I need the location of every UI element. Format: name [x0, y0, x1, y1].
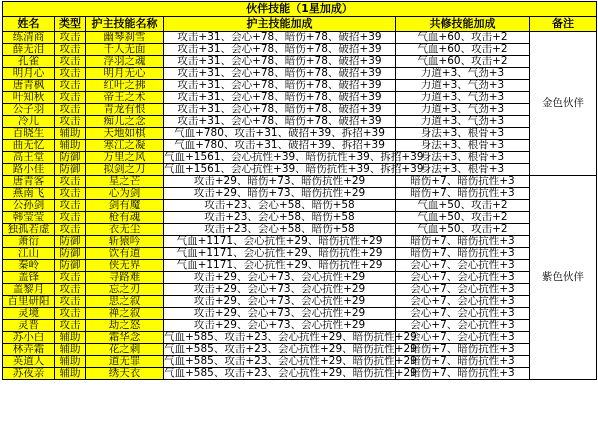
co-cultivation-bonus-cell: 暗伤+7、暗伤抗性+3 — [396, 368, 530, 380]
guard-skill-name-cell: 痴儿之念 — [86, 116, 164, 128]
table-row — [3, 200, 597, 212]
guard-skill-bonus-cell: 攻击+23、会心+58、暗伤+58 — [164, 224, 396, 236]
guard-skill-bonus-cell: 攻击+31、会心+78、暗伤+78、破招+39 — [164, 68, 396, 80]
companion-type-cell: 攻击 — [55, 56, 86, 68]
header-row — [3, 17, 597, 32]
companion-type-cell: 防御 — [55, 164, 86, 176]
title-row — [3, 2, 597, 17]
companion-type-cell: 辅助 — [55, 344, 86, 356]
companion-type-cell: 攻击 — [55, 212, 86, 224]
table-row — [3, 176, 597, 188]
co-cultivation-bonus-cell: 暗伤+7、暗伤抗性+3 — [396, 236, 530, 248]
companion-type-cell: 攻击 — [55, 176, 86, 188]
table-row — [3, 212, 597, 224]
companion-type-cell: 辅助 — [55, 368, 86, 380]
table-row — [3, 104, 597, 116]
companion-name-cell: 明月心 — [3, 68, 55, 80]
companion-type-cell: 攻击 — [55, 32, 86, 44]
companion-type-cell: 攻击 — [55, 308, 86, 320]
guard-skill-name-cell: 青龙有恨 — [86, 104, 164, 116]
table-row — [3, 308, 597, 320]
companion-name-cell: 冷儿 — [3, 116, 55, 128]
header-name: 姓名 — [3, 17, 55, 32]
co-cultivation-bonus-cell: 暗伤+7、暗伤抗性+3 — [396, 176, 530, 188]
guard-skill-bonus-cell: 攻击+31、会心+78、暗伤+78、破招+39 — [164, 80, 396, 92]
companion-name-cell: 薛无泪 — [3, 44, 55, 56]
companion-name-cell: 苏夜亲 — [3, 368, 55, 380]
co-cultivation-bonus-cell: 力道+3、气劲+3 — [396, 104, 530, 116]
table-row — [3, 344, 597, 356]
guard-skill-bonus-cell: 气血+1171、会心抗性+29、暗伤抗性+29 — [164, 248, 396, 260]
companion-type-cell: 攻击 — [55, 224, 86, 236]
table-row — [3, 68, 597, 80]
table-row — [3, 224, 597, 236]
companion-type-cell: 攻击 — [55, 284, 86, 296]
table-row — [3, 128, 597, 140]
table-row — [3, 152, 597, 164]
guard-skill-name-cell: 浮羽之魂 — [86, 56, 164, 68]
guard-skill-bonus-cell: 气血+1561、会心抗性+39、暗伤抗性+39、拆招+39 — [164, 151, 424, 163]
co-cultivation-bonus-cell: 气血+60、攻击+2 — [396, 32, 530, 44]
companion-name-cell: 灵境 — [3, 308, 55, 320]
guard-skill-bonus-cell: 攻击+29、暗伤+73、暗伤抗性+29 — [164, 188, 396, 200]
companion-type-cell: 防御 — [55, 152, 86, 164]
table-row — [3, 284, 597, 296]
companion-type-cell: 攻击 — [55, 296, 86, 308]
guard-skill-bonus-cell: 气血+585、攻击+23、会心抗性+29、暗伤抗性+29 — [164, 355, 417, 367]
co-cultivation-bonus-cell: 会心+7、会心抗性+3 — [396, 296, 530, 308]
table-row — [3, 56, 597, 68]
co-cultivation-bonus-cell: 身法+3、根骨+3 — [396, 164, 530, 176]
companion-name-cell: 萧衍 — [3, 236, 55, 248]
guard-skill-name-cell: 忘之刃 — [86, 284, 164, 296]
guard-skill-name-cell: 花之刺 — [86, 344, 164, 356]
companion-name-cell: 叶知秋 — [3, 92, 55, 104]
header-guard-skill-bonus: 护主技能加成 — [164, 17, 396, 32]
companion-type-cell: 辅助 — [55, 356, 86, 368]
companion-skill-table — [2, 1, 597, 380]
companion-type-cell: 辅助 — [55, 128, 86, 140]
guard-skill-bonus-cell: 气血+585、攻击+23、会心抗性+29、暗伤抗性+29 — [164, 331, 417, 343]
companion-type-cell: 攻击 — [55, 200, 86, 212]
table-row — [3, 320, 597, 332]
guard-skill-name-cell: 寒江之凝 — [86, 140, 164, 152]
guard-skill-bonus-cell: 攻击+29、暗伤+73、暗伤抗性+29 — [164, 176, 396, 188]
table-row — [3, 260, 597, 272]
companion-name-cell: 燕南飞 — [3, 188, 55, 200]
companion-name-cell: 江山 — [3, 248, 55, 260]
co-cultivation-bonus-cell: 暗伤+7、暗伤抗性+3 — [396, 188, 530, 200]
table-row — [3, 236, 597, 248]
guard-skill-bonus-cell: 攻击+23、会心+58、暗伤+58 — [164, 212, 396, 224]
guard-skill-bonus-cell: 气血+1171、会心抗性+29、暗伤抗性+29 — [164, 236, 396, 248]
companion-name-cell: 百里研阳 — [3, 296, 55, 308]
companion-type-cell: 辅助 — [55, 332, 86, 344]
companion-type-cell: 防御 — [55, 260, 86, 272]
companion-skill-sheet — [2, 1, 596, 380]
table-row — [3, 140, 597, 152]
guard-skill-bonus-cell: 气血+1561、会心抗性+39、暗伤抗性+39、拆招+39 — [164, 163, 424, 175]
guard-skill-name-cell: 剑有魔 — [86, 200, 164, 212]
co-cultivation-bonus-cell: 力道+3、气劲+3 — [396, 68, 530, 80]
guard-skill-name-cell: 禅之叙 — [86, 308, 164, 320]
guard-skill-bonus-cell: 攻击+31、会心+78、暗伤+78、破招+39 — [164, 116, 396, 128]
co-cultivation-bonus-cell: 力道+3、气劲+3 — [396, 116, 530, 128]
guard-skill-bonus-cell: 攻击+31、会心+78、暗伤+78、破招+39 — [164, 104, 396, 116]
companion-name-cell: 灵晋 — [3, 320, 55, 332]
companion-name-cell: 盖黎月 — [3, 284, 55, 296]
companion-type-cell: 攻击 — [55, 92, 86, 104]
guard-skill-bonus-cell: 气血+585、攻击+23、会心抗性+29、暗伤抗性+29 — [164, 343, 417, 355]
guard-skill-bonus-cell: 攻击+29、会心+73、会心抗性+29 — [164, 284, 396, 296]
companion-name-cell: 练清商 — [3, 32, 55, 44]
co-cultivation-bonus-cell: 气血+50、攻击+2 — [396, 212, 530, 224]
header-co-cultivation-bonus: 共修技能加成 — [396, 17, 530, 32]
companion-name-cell: 唐青枫 — [3, 80, 55, 92]
guard-skill-name-cell: 衣无尘 — [86, 224, 164, 236]
companion-name-cell: 苏小白 — [3, 332, 55, 344]
guard-skill-name-cell: 拟剑之刀 — [86, 164, 164, 176]
co-cultivation-bonus-cell: 会心+7、会心抗性+3 — [396, 320, 530, 332]
co-cultivation-bonus-cell: 力道+3、气劲+3 — [396, 92, 530, 104]
co-cultivation-bonus-cell: 身法+3、根骨+3 — [396, 152, 530, 164]
companion-name-cell: 公孙剑 — [3, 200, 55, 212]
companion-type-cell: 攻击 — [55, 68, 86, 80]
guard-skill-name-cell: 天地如棋 — [86, 128, 164, 140]
guard-skill-name-cell: 明月无心 — [86, 68, 164, 80]
companion-type-cell: 攻击 — [55, 44, 86, 56]
table-row — [3, 44, 597, 56]
header-guard-skill-name: 护主技能名称 — [86, 17, 164, 32]
co-cultivation-bonus-cell: 力道+3、气劲+3 — [396, 80, 530, 92]
companion-type-cell: 攻击 — [55, 320, 86, 332]
remark-cell: 紫色伙伴 — [530, 176, 597, 380]
companion-name-cell: 高王堂 — [3, 152, 55, 164]
table-row — [3, 356, 597, 368]
guard-skill-bonus-cell: 气血+780、攻击+31、破招+39、拆招+39 — [164, 140, 396, 152]
companion-type-cell: 防御 — [55, 248, 86, 260]
companion-type-cell: 辅助 — [55, 140, 86, 152]
guard-skill-name-cell: 千人无面 — [86, 44, 164, 56]
co-cultivation-bonus-cell: 会心+7、会心抗性+3 — [396, 308, 530, 320]
table-row — [3, 332, 597, 344]
co-cultivation-bonus-cell: 暗伤+7、暗伤抗性+3 — [396, 356, 530, 368]
companion-name-cell: 孔雀 — [3, 56, 55, 68]
companion-name-cell: 韩莹莹 — [3, 212, 55, 224]
guard-skill-bonus-cell: 气血+585、攻击+23、会心抗性+29、暗伤抗性+29 — [164, 367, 417, 379]
guard-skill-name-cell: 思之叙 — [86, 296, 164, 308]
guard-skill-bonus-cell: 攻击+23、会心+58、暗伤+58 — [164, 200, 396, 212]
guard-skill-bonus-cell: 气血+780、攻击+31、破招+39、拆招+39 — [164, 128, 396, 140]
guard-skill-bonus-cell: 攻击+31、会心+78、暗伤+78、破招+39 — [164, 56, 396, 68]
co-cultivation-bonus-cell: 会心+7、会心抗性+3 — [396, 284, 530, 296]
remark-cell: 金色伙伴 — [530, 32, 597, 176]
guard-skill-name-cell: 帝王之术 — [86, 92, 164, 104]
co-cultivation-bonus-cell: 气血+50、攻击+2 — [396, 200, 530, 212]
guard-skill-bonus-cell: 攻击+29、会心+73、会心抗性+29 — [164, 296, 396, 308]
companion-name-cell: 曲无忆 — [3, 140, 55, 152]
companion-type-cell: 攻击 — [55, 104, 86, 116]
guard-skill-bonus-cell: 攻击+29、会心+73、会心抗性+29 — [164, 272, 396, 284]
guard-skill-bonus-cell: 气血+1171、会心抗性+29、暗伤抗性+29 — [164, 260, 396, 272]
header-remarks: 备注 — [530, 17, 597, 32]
guard-skill-name-cell: 万里之风 — [86, 152, 164, 164]
companion-name-cell: 公子羽 — [3, 104, 55, 116]
table-body — [3, 32, 597, 380]
guard-skill-name-cell: 星之芒 — [86, 176, 164, 188]
table-row — [3, 248, 597, 260]
table-row — [3, 296, 597, 308]
guard-skill-name-cell: 饮有道 — [86, 248, 164, 260]
companion-name-cell: 英道人 — [3, 356, 55, 368]
co-cultivation-bonus-cell: 暗伤+7、暗伤抗性+3 — [396, 344, 530, 356]
header-type: 类型 — [55, 17, 86, 32]
table-row — [3, 116, 597, 128]
guard-skill-name-cell: 侠无界 — [86, 260, 164, 272]
co-cultivation-bonus-cell: 暗伤+7、暗伤抗性+3 — [396, 248, 530, 260]
guard-skill-bonus-cell: 攻击+31、会心+78、暗伤+78、破招+39 — [164, 32, 396, 44]
co-cultivation-bonus-cell: 会心+7、会心抗性+3 — [396, 272, 530, 284]
co-cultivation-bonus-cell: 身法+3、根骨+3 — [396, 140, 530, 152]
companion-type-cell: 攻击 — [55, 272, 86, 284]
companion-name-cell: 唐青客 — [3, 176, 55, 188]
guard-skill-name-cell: 道无罪 — [86, 356, 164, 368]
table-row — [3, 188, 597, 200]
guard-skill-name-cell: 红叶之拂 — [86, 80, 164, 92]
co-cultivation-bonus-cell: 身法+3、根骨+3 — [396, 128, 530, 140]
companion-name-cell: 盖锋 — [3, 272, 55, 284]
companion-name-cell: 路小佳 — [3, 164, 55, 176]
guard-skill-name-cell: 枪有魂 — [86, 212, 164, 224]
co-cultivation-bonus-cell: 气血+60、攻击+2 — [396, 56, 530, 68]
co-cultivation-bonus-cell: 气血+50、攻击+2 — [396, 224, 530, 236]
companion-name-cell: 独孤若虚 — [3, 224, 55, 236]
guard-skill-name-cell: 绣天衣 — [86, 368, 164, 380]
guard-skill-name-cell: 霜华念 — [86, 332, 164, 344]
table-row — [3, 368, 597, 380]
co-cultivation-bonus-cell: 会心+7、会心抗性+3 — [396, 260, 530, 272]
companion-name-cell: 百晓生 — [3, 128, 55, 140]
companion-name-cell: 林弄霜 — [3, 344, 55, 356]
table-row — [3, 32, 597, 44]
guard-skill-bonus-cell: 攻击+31、会心+78、暗伤+78、破招+39 — [164, 92, 396, 104]
companion-type-cell: 攻击 — [55, 80, 86, 92]
guard-skill-bonus-cell: 攻击+31、会心+78、暗伤+78、破招+39 — [164, 44, 396, 56]
table-row — [3, 92, 597, 104]
co-cultivation-bonus-cell: 气血+60、攻击+2 — [396, 44, 530, 56]
table-row — [3, 164, 597, 176]
guard-skill-bonus-cell: 攻击+29、会心+73、会心抗性+29 — [164, 308, 396, 320]
companion-type-cell: 防御 — [55, 236, 86, 248]
table-row — [3, 272, 597, 284]
guard-skill-name-cell: 心为剑 — [86, 188, 164, 200]
guard-skill-name-cell: 斩猿吟 — [86, 236, 164, 248]
companion-type-cell: 攻击 — [55, 116, 86, 128]
guard-skill-name-cell: 幽琴刹雪 — [86, 32, 164, 44]
co-cultivation-bonus-cell: 会心+7、会心抗性+3 — [396, 332, 530, 344]
companion-type-cell: 攻击 — [55, 188, 86, 200]
guard-skill-name-cell: 寻路难 — [86, 272, 164, 284]
companion-name-cell: 秦岭 — [3, 260, 55, 272]
guard-skill-bonus-cell: 攻击+29、会心+73、会心抗性+29 — [164, 320, 396, 332]
guard-skill-name-cell: 劫之怒 — [86, 320, 164, 332]
table-row — [3, 80, 597, 92]
table-title: 伙伴技能（1星加成） — [3, 2, 597, 17]
